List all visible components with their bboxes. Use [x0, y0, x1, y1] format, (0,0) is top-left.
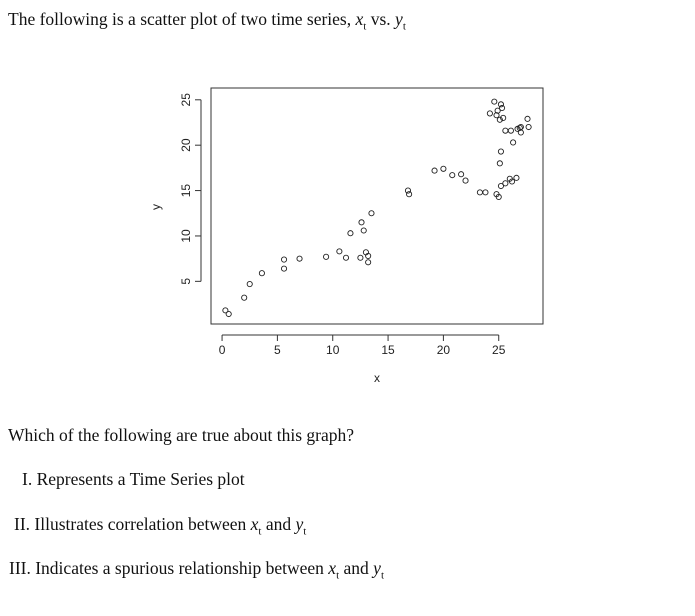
x-tick-label: 25 — [492, 343, 506, 357]
y-tick-label: 5 — [179, 277, 193, 285]
statement-3-var2: y — [373, 558, 381, 578]
statement-3-var1: x — [328, 558, 337, 578]
question-text: Which of the following are true about this graph? — [8, 425, 355, 445]
scatter-point — [405, 188, 410, 193]
statement-3-sub2: t — [380, 569, 384, 582]
scatter-point — [358, 255, 363, 260]
axes — [179, 93, 506, 357]
scatter-point — [259, 271, 264, 276]
scatter-point — [337, 249, 342, 254]
scatter-point — [463, 178, 468, 183]
scatter-point — [297, 256, 302, 261]
intro-vs: vs. — [370, 9, 391, 29]
scatter-point — [281, 257, 286, 262]
scatter-point — [492, 99, 497, 104]
intro-var-y: y — [395, 9, 403, 29]
statement-2-numeral: II. — [14, 514, 31, 534]
statement-1 — [22, 469, 245, 490]
statement-3-text: Indicates a spurious relationship between — [35, 558, 324, 578]
statement-2-sub2: t — [303, 525, 307, 538]
y-axis-label: y — [149, 204, 163, 210]
scatter-point — [441, 166, 446, 171]
scatter-point — [503, 128, 508, 133]
scatter-point — [526, 124, 531, 129]
x-tick-label: 5 — [274, 343, 281, 357]
statement-2 — [14, 514, 306, 538]
y-tick-label: 20 — [179, 138, 193, 152]
statement-2-var1: x — [250, 514, 259, 534]
statement-2-conj: and — [265, 514, 292, 534]
scatter-point — [459, 172, 464, 177]
statement-1-numeral: I. — [22, 469, 33, 489]
intro-lead: The following is a scatter plot of two time series, — [8, 9, 352, 29]
statement-2-sub1: t — [258, 525, 262, 538]
statement-1-text: Represents a Time Series plot — [36, 469, 245, 489]
scatter-point — [498, 149, 503, 154]
y-tick-label: 15 — [179, 183, 193, 198]
plot-frame — [211, 88, 543, 324]
x-tick-label: 15 — [381, 343, 395, 357]
statement-3-sub1: t — [336, 569, 340, 582]
scatter-point — [343, 255, 348, 260]
scatter-point — [247, 281, 252, 286]
scatter-point — [483, 190, 488, 195]
scatter-point — [226, 311, 231, 316]
scatter-point — [432, 168, 437, 173]
scatter-point — [511, 140, 516, 145]
intro-sub-y: t — [402, 20, 406, 33]
intro-var-x: x — [355, 9, 364, 29]
scatter-point — [406, 192, 411, 197]
scatter-point — [366, 260, 371, 265]
scatter-point — [477, 190, 482, 195]
scatter-point — [525, 116, 530, 121]
x-tick-label: 10 — [326, 343, 340, 357]
scatter-point — [323, 254, 328, 259]
statement-3 — [9, 558, 384, 582]
scatter-point — [359, 220, 364, 225]
statement-3-numeral: III. — [9, 558, 31, 578]
scatter-point — [487, 111, 492, 116]
scatter-point — [242, 295, 247, 300]
statement-2-var2: y — [295, 514, 304, 534]
x-axis-label: x — [374, 371, 380, 385]
scatter-point — [361, 228, 366, 233]
intro-sub-x: t — [363, 20, 367, 33]
y-tick-label: 10 — [179, 229, 193, 243]
scatter-point — [348, 231, 353, 236]
scatter-point — [450, 173, 455, 178]
x-tick-label: 0 — [218, 343, 226, 357]
scatter-point — [369, 211, 374, 216]
statement-2-text: Illustrates correlation between — [34, 514, 247, 534]
scatter-point — [514, 175, 519, 180]
scatter-point — [499, 105, 504, 110]
y-tick-label: 25 — [179, 93, 193, 107]
scatter-point — [498, 102, 503, 107]
data-points — [223, 99, 531, 317]
scatter-point — [508, 128, 513, 133]
scatter-point — [497, 161, 502, 166]
x-tick-label: 20 — [436, 343, 451, 357]
scatter-point — [281, 266, 286, 271]
statement-3-conj: and — [343, 558, 369, 578]
scatter-point — [503, 181, 508, 186]
